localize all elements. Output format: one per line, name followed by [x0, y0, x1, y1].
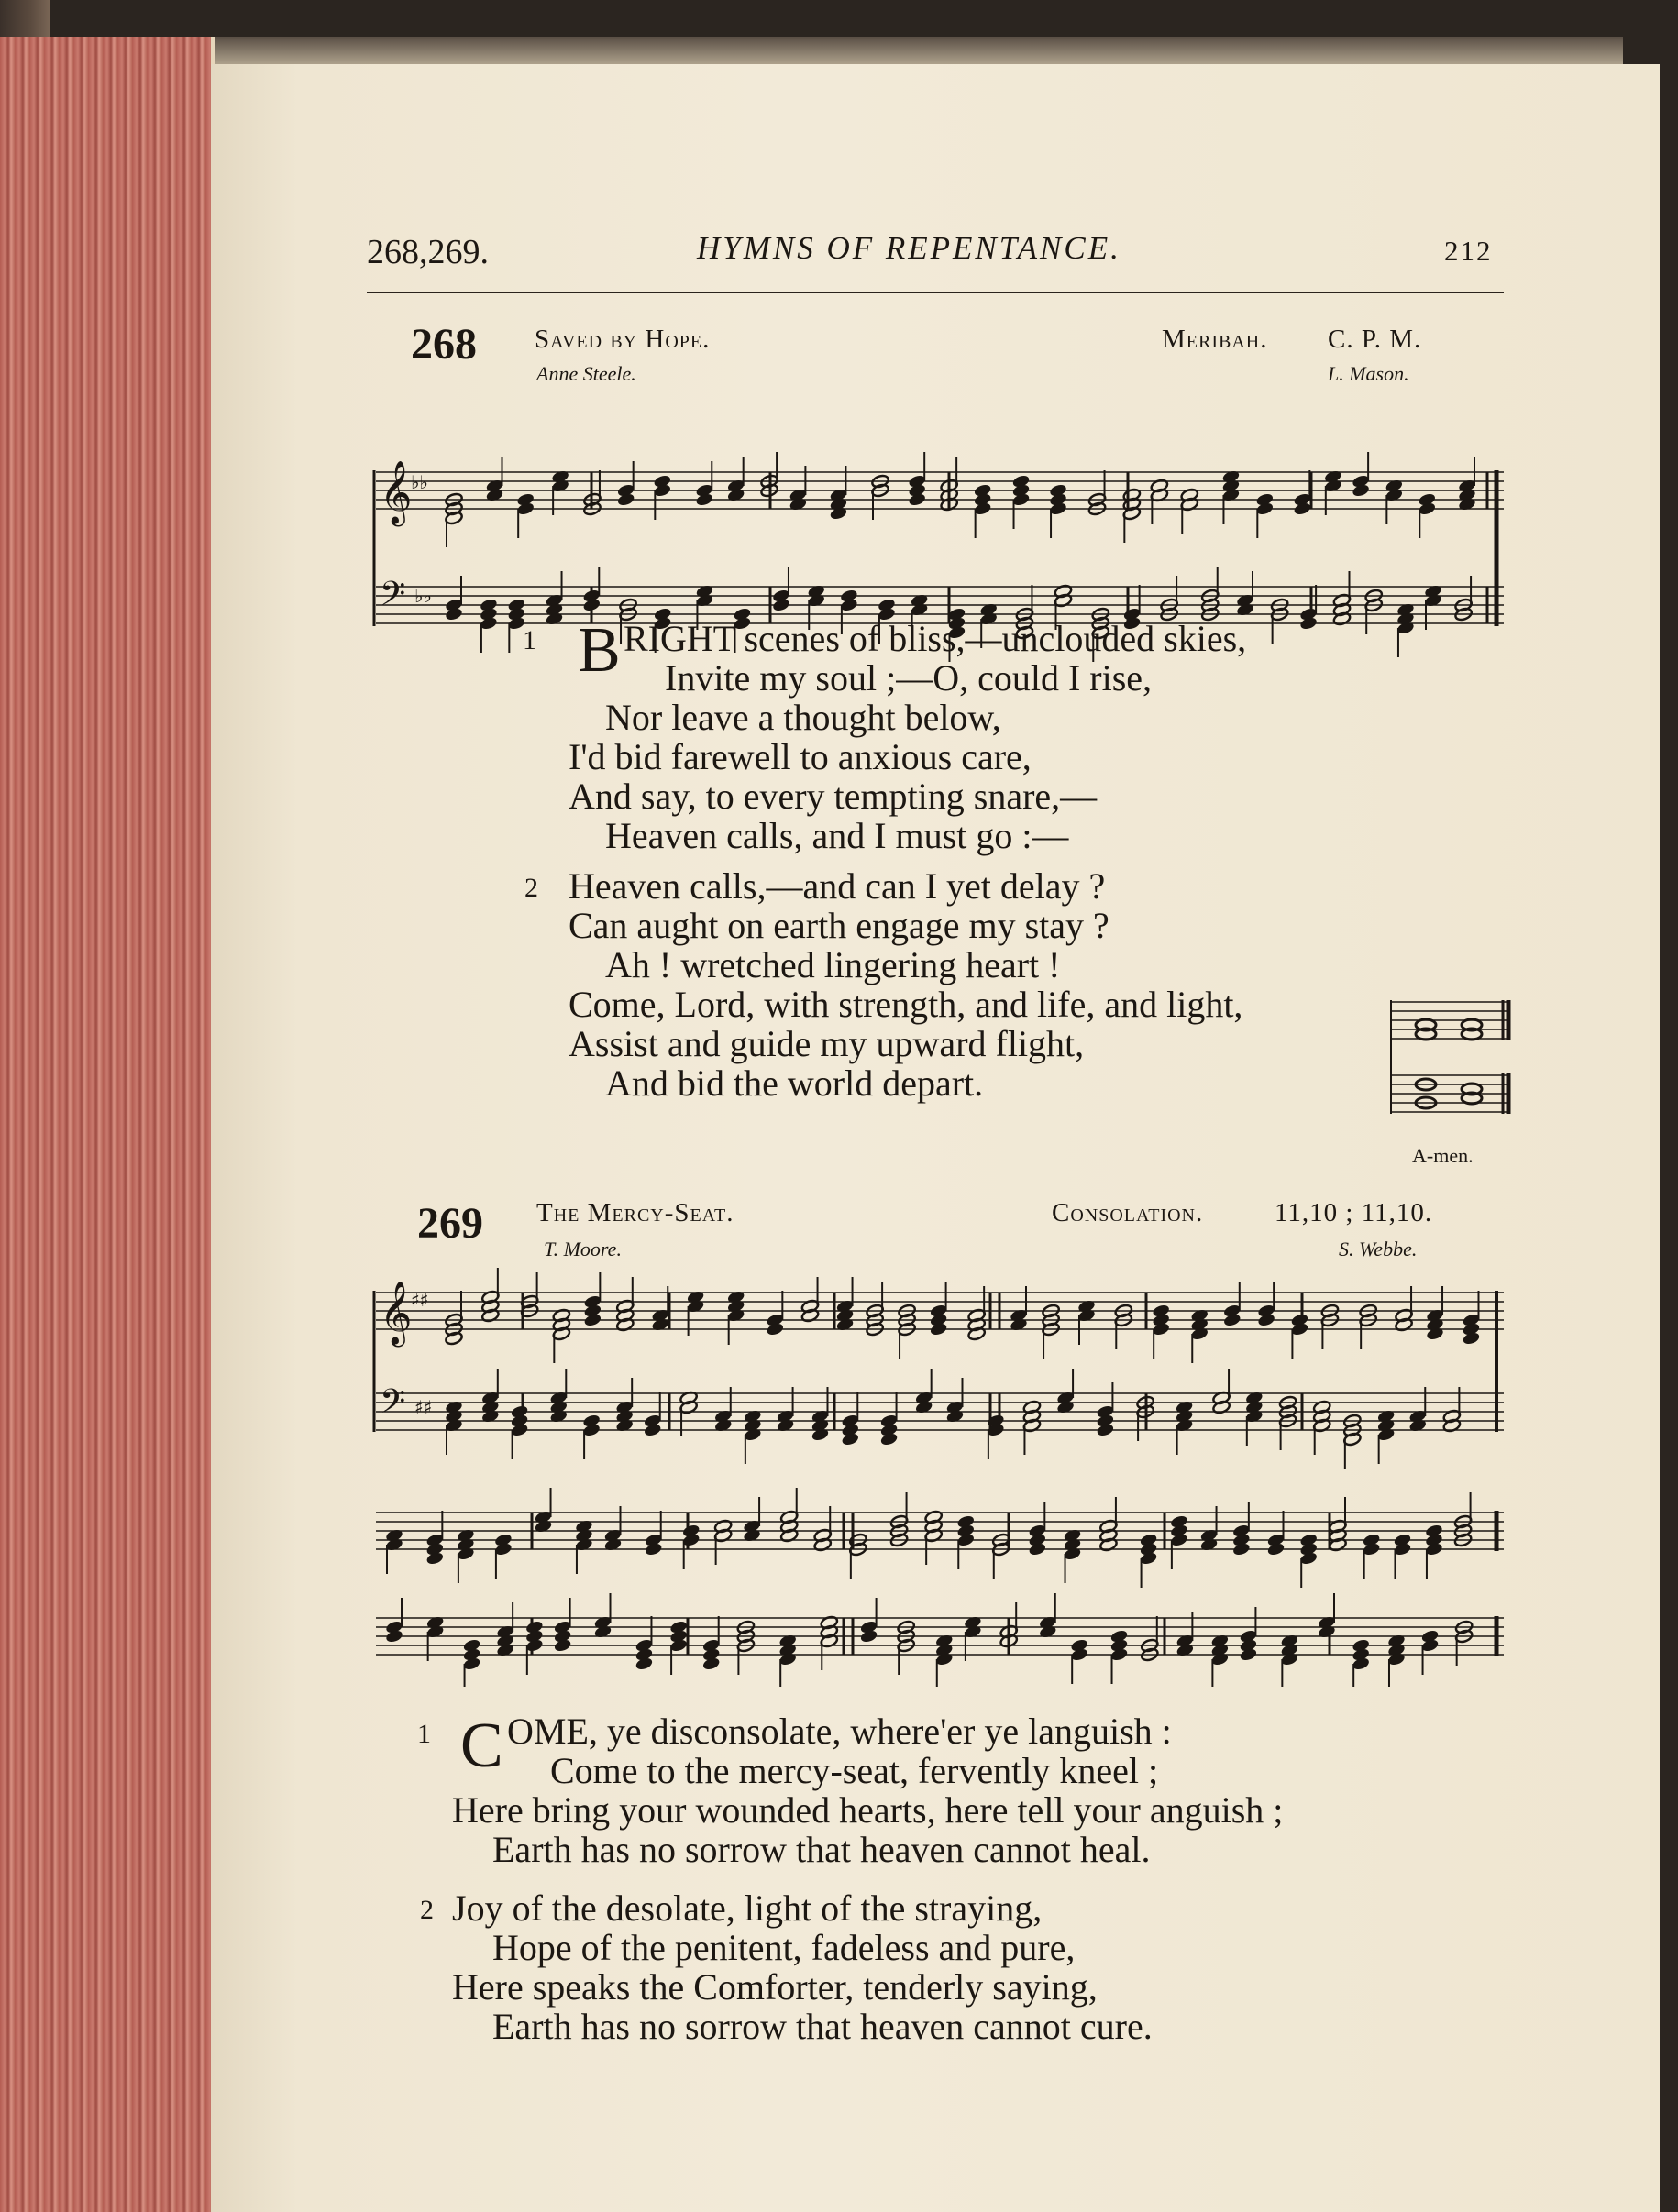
- hymn-268-amen-score: [1389, 984, 1518, 1139]
- hymn-268-number: 268: [411, 320, 477, 369]
- hymn-269-dropcap: C: [460, 1711, 503, 1781]
- hymn-269-verse-2-line: Earth has no sorrow that heaven cannot cure.: [492, 2006, 1153, 2047]
- hymn-268-verse-1-line-1: RIGHT scenes of bliss,—unclouded skies,: [624, 618, 1247, 659]
- hymn-269-score-system-2: [367, 1476, 1513, 1687]
- hymn-268-verse-2-line: Come, Lord, with strength, and life, and light,: [569, 984, 1243, 1025]
- hymn-269-verse-2-number: 2: [420, 1895, 434, 1925]
- hymn-268-title: Saved by Hope.: [535, 325, 711, 354]
- hymn-269-verse-1-number: 1: [417, 1719, 431, 1749]
- hymn-268-verse-1-line: Invite my soul ;—O, could I rise,: [665, 657, 1153, 699]
- svg-text:𝄞: 𝄞: [380, 460, 413, 524]
- hymn-268-verse-1-line: Nor leave a thought below,: [605, 697, 1001, 738]
- page-number: 212: [1444, 235, 1493, 267]
- header-hymn-numbers: 268,269.: [367, 233, 489, 271]
- hymn-269-score-system-1: [367, 1265, 1513, 1494]
- hymn-268-verse-2-line: Heaven calls,—and can I yet delay ?: [569, 865, 1106, 907]
- hymn-269-verse-1-line-1: OME, ye disconsolate, where'er ye languish :: [507, 1711, 1172, 1752]
- hymn-269-verse-1-line: Here bring your wounded hearts, here tell your anguish ;: [452, 1789, 1284, 1831]
- hymn-269-verse-1-line: Come to the mercy-seat, fervently kneel ;: [550, 1750, 1159, 1791]
- hymn-269-verse-2-line: Joy of the desolate, light of the straying,: [452, 1887, 1043, 1929]
- hymn-268-verse-2-line: And bid the world depart.: [605, 1062, 984, 1104]
- hymn-269-title: The Mercy-Seat.: [536, 1198, 734, 1227]
- hymn-268-verse-2-line: Assist and guide my upward flight,: [569, 1023, 1085, 1064]
- svg-text:𝄢: 𝄢: [380, 575, 406, 622]
- hymn-268-verse-2-line: Ah ! wretched lingering heart !: [605, 944, 1061, 985]
- hymn-268-meter: C. P. M.: [1328, 325, 1422, 354]
- svg-text:♭♭: ♭♭: [411, 471, 428, 493]
- header-section-title: HYMNS OF REPENTANCE.: [697, 230, 1121, 266]
- hymn-269-tune: Consolation.: [1052, 1198, 1204, 1227]
- hymn-269-author: T. Moore.: [544, 1238, 622, 1260]
- hymnal-page: [211, 64, 1660, 2212]
- hymn-268-dropcap: B: [578, 615, 621, 686]
- hymn-268-composer: L. Mason.: [1328, 362, 1409, 385]
- svg-text:♭♭: ♭♭: [414, 585, 432, 607]
- hymn-268-verse-2-line: Can aught on earth engage my stay ?: [569, 905, 1109, 946]
- hymn-269-verse-1-line: Earth has no sorrow that heaven cannot heal.: [492, 1829, 1151, 1870]
- svg-text:♯♯: ♯♯: [411, 1289, 429, 1311]
- hymn-268-verse-1-line: And say, to every tempting snare,—: [569, 776, 1098, 817]
- svg-text:♯♯: ♯♯: [414, 1396, 433, 1418]
- hymn-268-verse-1-line: I'd bid farewell to anxious care,: [569, 736, 1032, 777]
- hymn-269-number: 269: [417, 1199, 483, 1248]
- hymn-269-meter: 11,10 ; 11,10.: [1275, 1198, 1433, 1227]
- hymn-269-verse-2-line: Hope of the penitent, fadeless and pure,: [492, 1927, 1076, 1968]
- page-edges: [0, 37, 215, 2212]
- amen-label: A-men.: [1412, 1144, 1474, 1167]
- svg-text:𝄞: 𝄞: [380, 1281, 413, 1345]
- hymn-268-verse-1-line: Heaven calls, and I must go :—: [605, 815, 1069, 856]
- hymn-269-verse-2-line: Here speaks the Comforter, tenderly saying,: [452, 1966, 1098, 2008]
- svg-text:𝄢: 𝄢: [380, 1382, 406, 1429]
- hymn-268-author: Anne Steele.: [536, 362, 636, 385]
- hymn-269-composer: S. Webbe.: [1339, 1238, 1418, 1260]
- hymn-268-tune: Meribah.: [1162, 325, 1268, 354]
- header-rule: [367, 292, 1504, 293]
- hymn-268-verse-1-number: 1: [523, 625, 536, 655]
- hymn-268-verse-2-number: 2: [524, 873, 538, 903]
